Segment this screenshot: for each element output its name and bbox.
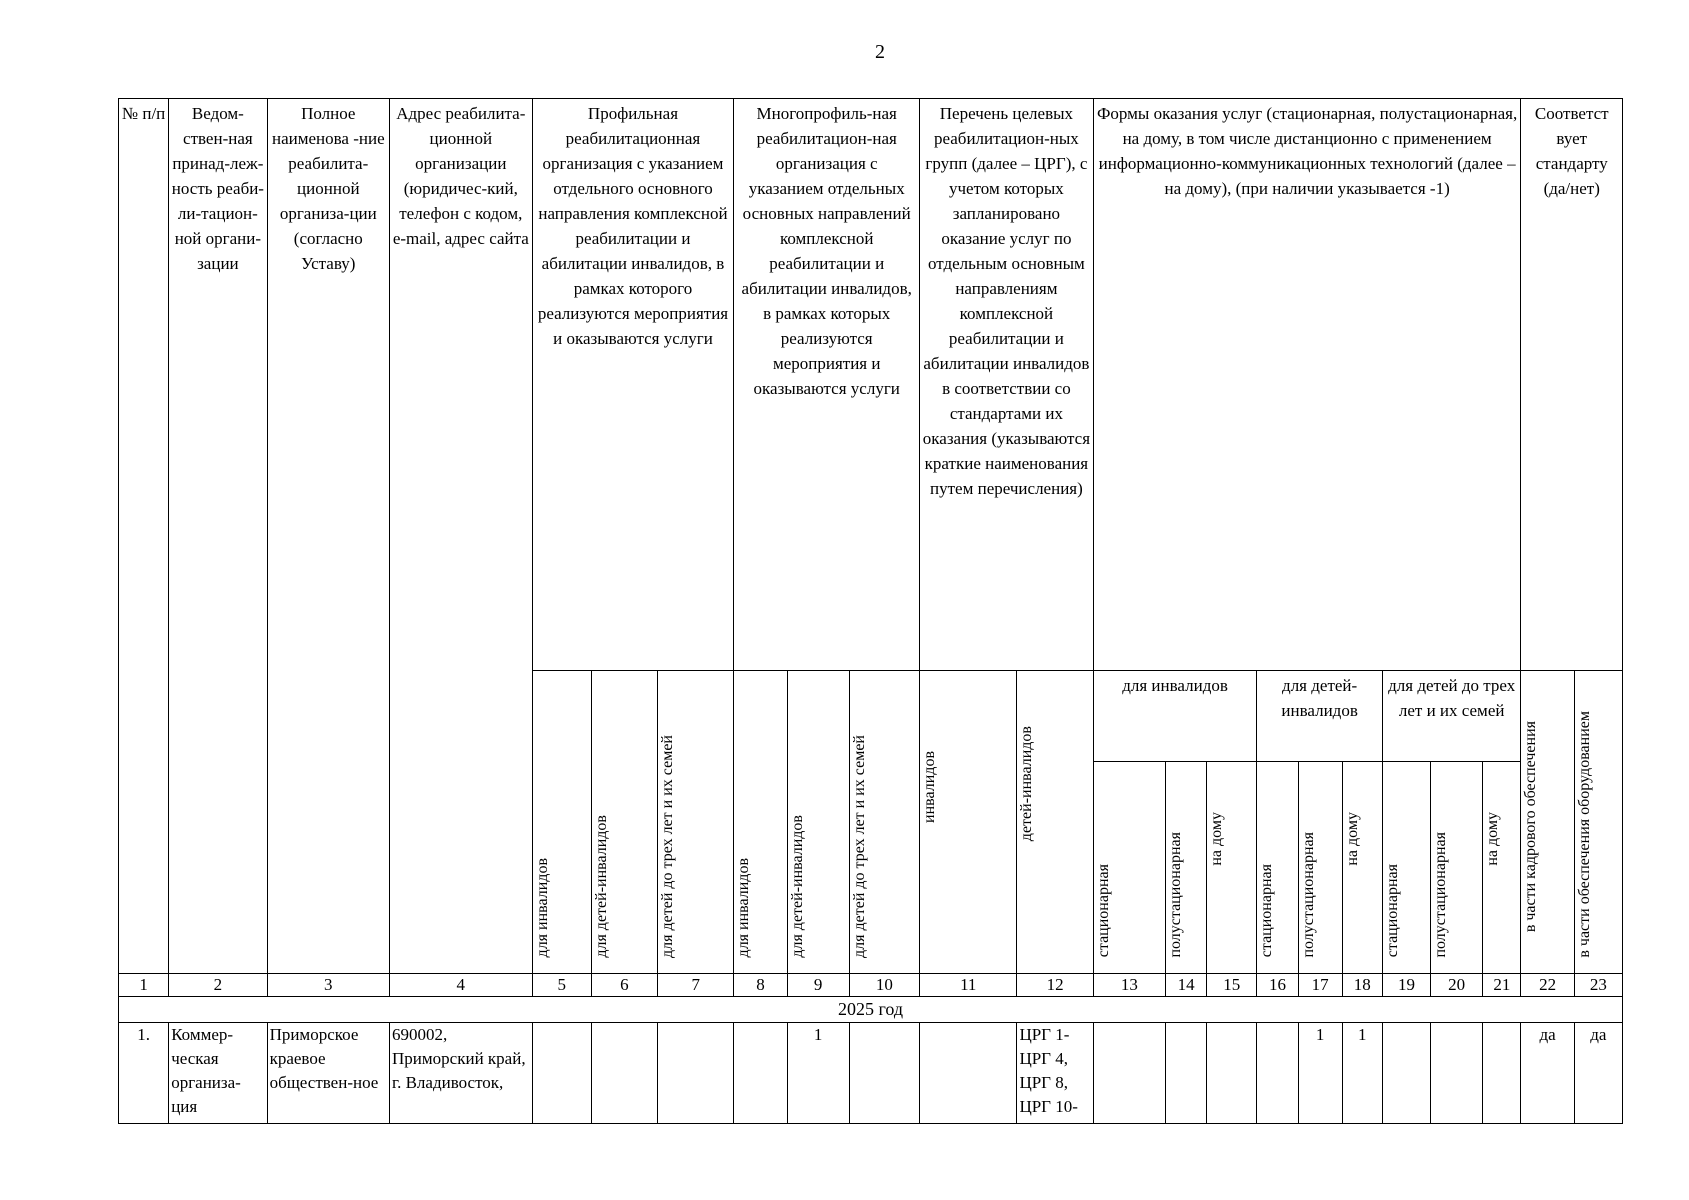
colnum-10: 10 [849,973,919,996]
colnum-13: 13 [1093,973,1165,996]
colnum-23: 23 [1574,973,1622,996]
row-cell-22: да [1521,1022,1574,1123]
header-dept: Ведом-ствен-ная принад-леж-ность реаби-ли-тацион-ной органи-зации [169,99,267,974]
sub-profile-kids: для детей-инвалидов [591,671,657,974]
header-fullname: Полное наименова -ние реабилита-ционной организа-ции (согласно Уставу) [267,99,389,974]
sub-crg-inv: инвалидов [920,671,1017,974]
column-number-row [119,973,1623,996]
form-type-16: стационарная [1257,762,1298,973]
colnum-2: 2 [169,973,267,996]
colnum-6: 6 [591,973,657,996]
row-cell-23: да [1574,1022,1622,1123]
row-cell-10 [849,1022,919,1123]
colnum-7: 7 [658,973,734,996]
row-dept: Коммер-ческая организа-ция [169,1022,267,1123]
row-cell-19 [1382,1022,1430,1123]
colnum-15: 15 [1207,973,1257,996]
rehab-organizations-table [118,98,1623,1124]
colnum-5: 5 [532,973,591,996]
header-standard: Соответст вует стандарту (да/нет) [1521,99,1623,671]
sub-multi-small: для детей до трех лет и их семей [849,671,919,974]
colnum-14: 14 [1166,973,1207,996]
row-cell-7 [658,1022,734,1123]
colnum-21: 21 [1483,973,1521,996]
sub-multi-kids: для детей-инвалидов [787,671,849,974]
colnum-11: 11 [920,973,1017,996]
colnum-3: 3 [267,973,389,996]
form-type-17: полустационарная [1298,762,1342,973]
form-type-14: полустационарная [1166,762,1207,973]
colnum-8: 8 [734,973,787,996]
form-type-13: стационарная [1093,762,1165,973]
sub-standard-equip: в части обеспечения оборудованием [1574,671,1622,974]
sub-forms-kids: для детей-инвалидов [1257,671,1382,762]
sub-crg-kids: детей-инвалидов [1017,671,1093,974]
sub-forms-small: для детей до трех лет и их семей [1382,671,1521,762]
header-num: № п/п [119,99,169,974]
colnum-18: 18 [1342,973,1382,996]
row-cell-20 [1431,1022,1483,1123]
colnum-4: 4 [390,973,533,996]
form-type-15: на дому [1207,762,1257,973]
row-cell-8 [734,1022,787,1123]
table-row [119,1022,1623,1123]
colnum-17: 17 [1298,973,1342,996]
sub-multi-inv: для инвалидов [734,671,787,974]
colnum-19: 19 [1382,973,1430,996]
colnum-1: 1 [119,973,169,996]
colnum-20: 20 [1431,973,1483,996]
row-cell-11 [920,1022,1017,1123]
sub-profile-small: для детей до трех лет и их семей [658,671,734,974]
row-cell-6 [591,1022,657,1123]
row-address: 690002, Приморский край, г. Владивосток, [390,1022,533,1123]
row-cell-14 [1166,1022,1207,1123]
row-cell-16 [1257,1022,1298,1123]
page-number: 2 [875,41,885,63]
row-cell-9: 1 [787,1022,849,1123]
form-type-21: на дому [1483,762,1521,973]
form-type-18: на дому [1342,762,1382,973]
row-num: 1. [119,1022,169,1123]
colnum-9: 9 [787,973,849,996]
row-name: Приморское краевое обществен-ное [267,1022,389,1123]
header-row-main [119,99,1623,671]
sub-profile-inv: для инвалидов [532,671,591,974]
year-label: 2025 год [119,996,1623,1022]
row-cell-13 [1093,1022,1165,1123]
row-cell-15 [1207,1022,1257,1123]
row-cell-5 [532,1022,591,1123]
row-crg: ЦРГ 1-ЦРГ 4, ЦРГ 8, ЦРГ 10- [1017,1022,1093,1123]
form-type-20: полустационарная [1431,762,1483,973]
row-cell-21 [1483,1022,1521,1123]
row-cell-17: 1 [1298,1022,1342,1123]
header-address: Адрес реабилита-ционной организации (юридичес-кий, телефон с кодом, e-mail, адрес сайта [390,99,533,974]
header-profile: Профильная реабилитационная организация с указанием отдельного основного направления комплексной реабилитации и абилитации инвалидов, в рамках которого реализуются мероприятия и оказываются услуги [532,99,734,671]
colnum-16: 16 [1257,973,1298,996]
year-row [119,996,1623,1022]
colnum-12: 12 [1017,973,1093,996]
sub-forms-inv: для инвалидов [1093,671,1257,762]
colnum-22: 22 [1521,973,1574,996]
form-type-19: стационарная [1382,762,1430,973]
header-crg: Перечень целевых реабилитацион-ных групп (далее – ЦРГ), с учетом которых запланировано оказание услуг по отдельным основным направлениям комплексной реабилитации и абилитации инвалидов в соответствии со стандартами их оказания (указываются краткие наименования путем перечисления) [920,99,1094,671]
header-forms: Формы оказания услуг (стационарная, полустационарная, на дому, в том числе дистанционно с применением информационно-коммуникационных технологий (далее – на дому), (при наличии указывается -1) [1093,99,1521,671]
header-multi: Многопрофиль-ная реабилитацион-ная организация с указанием отдельных основных направлений комплексной реабилитации и абилитации инвалидов, в рамках которых реализуются мероприятия и оказываются услуги [734,99,920,671]
row-cell-18: 1 [1342,1022,1382,1123]
sub-standard-staff: в части кадрового обеспечения [1521,671,1574,974]
